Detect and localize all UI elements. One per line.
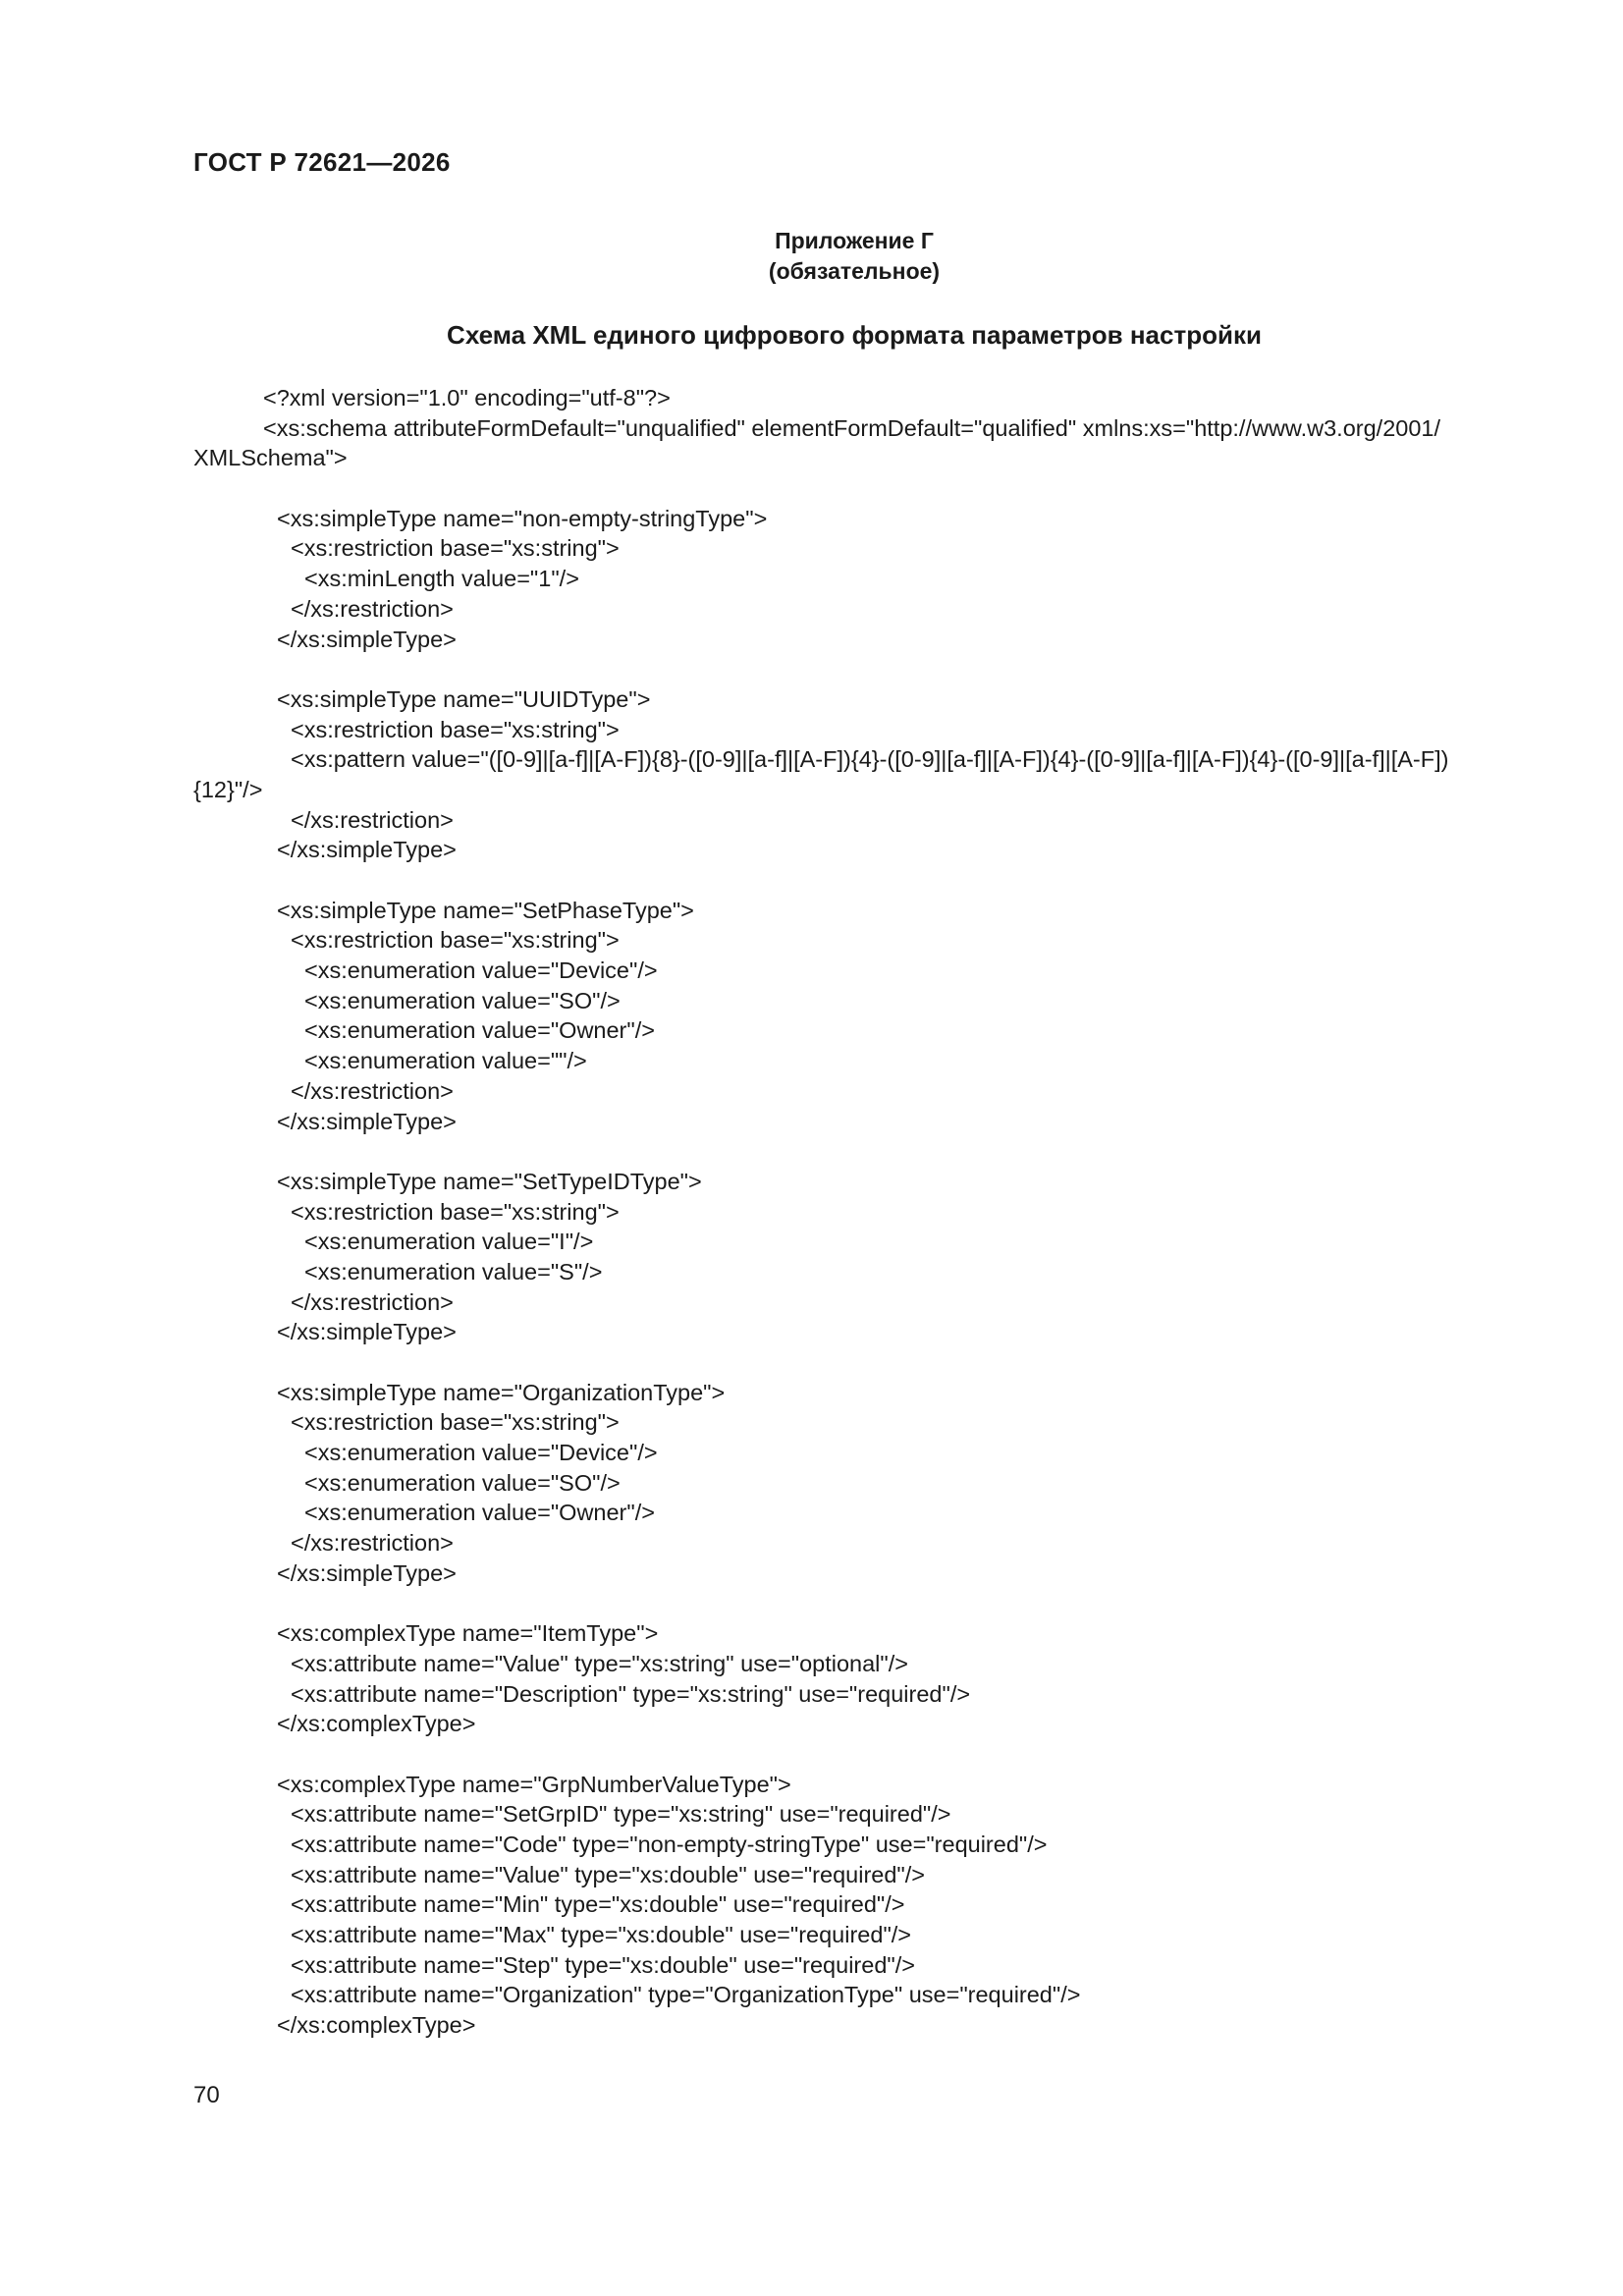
blank-line bbox=[0, 1589, 1623, 1619]
code-line: <xs:restriction base="xs:string"> bbox=[291, 535, 620, 562]
code-line: <xs:enumeration value="S"/> bbox=[304, 1258, 603, 1285]
code-line: <xs:attribute name="Description" type="xs:string" use="required"/> bbox=[291, 1680, 971, 1707]
code-line: <xs:simpleType name="non-empty-stringType"> bbox=[277, 505, 768, 531]
blank-line bbox=[0, 865, 1623, 896]
code-line: </xs:restriction> bbox=[291, 806, 454, 833]
code-line: <xs:enumeration value="SO"/> bbox=[304, 987, 621, 1013]
blank-line bbox=[0, 1739, 1623, 1770]
code-line: <xs:simpleType name="SetTypeIDType"> bbox=[277, 1168, 702, 1194]
code-line: </xs:simpleType> bbox=[277, 1319, 457, 1345]
code-line: <xs:simpleType name="UUIDType"> bbox=[277, 685, 651, 712]
code-line: <xs:schema attributeFormDefault="unqualified" elementFormDefault="qualified" xmlns:xs="http://www.w3.org/2001/ bbox=[263, 414, 1441, 441]
code-line: <xs:attribute name="SetGrpID" type="xs:string" use="required"/> bbox=[291, 1801, 951, 1828]
standard-designation: ГОСТ Р 72621—2026 bbox=[193, 147, 451, 177]
code-line: <xs:simpleType name="SetPhaseType"> bbox=[277, 897, 694, 923]
blank-line bbox=[0, 1347, 1623, 1378]
code-line: </xs:simpleType> bbox=[277, 1559, 457, 1586]
blank-line bbox=[0, 1136, 1623, 1167]
code-line: <xs:simpleType name="OrganizationType"> bbox=[277, 1379, 726, 1405]
code-line: </xs:restriction> bbox=[291, 1077, 454, 1104]
blank-line bbox=[0, 654, 1623, 684]
code-line: <xs:attribute name="Value" type="xs:string" use="optional"/> bbox=[291, 1650, 908, 1676]
code-line: <xs:attribute name="Step" type="xs:double" use="required"/> bbox=[291, 1951, 915, 1978]
code-line: <xs:enumeration value="Device"/> bbox=[304, 1440, 658, 1466]
code-line: <xs:attribute name="Min" type="xs:double" use="required"/> bbox=[291, 1891, 905, 1918]
code-line: <xs:attribute name="Value" type="xs:double" use="required"/> bbox=[291, 1861, 925, 1887]
code-line: <xs:enumeration value="I"/> bbox=[304, 1229, 594, 1255]
page-number: 70 bbox=[193, 2082, 220, 2108]
schema-heading: Схема XML единого цифрового формата параметров настройки bbox=[447, 320, 1262, 350]
code-line: XMLSchema"> bbox=[193, 445, 348, 471]
appendix-title: Приложение Г bbox=[775, 228, 934, 253]
appendix-status: (обязательное) bbox=[768, 258, 941, 284]
code-line: <xs:enumeration value="Device"/> bbox=[304, 957, 658, 984]
xml-schema-listing bbox=[0, 383, 1623, 2041]
code-line: <?xml version="1.0" encoding="utf-8"?> bbox=[263, 385, 671, 410]
code-line: <xs:restriction base="xs:string"> bbox=[291, 1198, 620, 1225]
code-line: </xs:complexType> bbox=[277, 2012, 476, 2039]
code-line: <xs:restriction base="xs:string"> bbox=[291, 716, 620, 742]
code-line: <xs:restriction base="xs:string"> bbox=[291, 927, 620, 954]
code-line: <xs:attribute name="Organization" type="OrganizationType" use="required"/> bbox=[291, 1982, 1081, 2008]
code-line: </xs:complexType> bbox=[277, 1711, 476, 1737]
blank-line bbox=[0, 473, 1623, 504]
code-line: <xs:minLength value="1"/> bbox=[304, 566, 579, 592]
code-line: <xs:pattern value="([0-9]|[a-f]|[A-F]){8}-([0-9]|[a-f]|[A-F]){4}-([0-9]|[a-f]|[A-F]){4}-([0-9]|[a-f]|[A-F]){4}-([0-9]|[a-f]|[A-F]) bbox=[291, 746, 1449, 773]
code-line: <xs:attribute name="Max" type="xs:double" use="required"/> bbox=[291, 1922, 912, 1948]
code-line: <xs:enumeration value=""/> bbox=[304, 1048, 587, 1074]
code-line: <xs:complexType name="GrpNumberValueType"> bbox=[277, 1771, 791, 1797]
code-line: <xs:enumeration value="SO"/> bbox=[304, 1469, 621, 1496]
code-line: </xs:simpleType> bbox=[277, 837, 457, 863]
code-line: </xs:restriction> bbox=[291, 1530, 454, 1557]
code-line: <xs:attribute name="Code" type="non-empty-stringType" use="required"/> bbox=[291, 1831, 1048, 1857]
code-line: </xs:simpleType> bbox=[277, 1108, 457, 1134]
code-line: <xs:complexType name="ItemType"> bbox=[277, 1620, 659, 1647]
code-line: </xs:simpleType> bbox=[277, 626, 457, 652]
code-line: </xs:restriction> bbox=[291, 1288, 454, 1315]
code-line: </xs:restriction> bbox=[291, 595, 454, 622]
code-line: <xs:enumeration value="Owner"/> bbox=[304, 1500, 655, 1526]
code-line: {12}"/> bbox=[193, 776, 263, 802]
code-line: <xs:restriction base="xs:string"> bbox=[291, 1409, 620, 1436]
code-line: <xs:enumeration value="Owner"/> bbox=[304, 1017, 655, 1044]
